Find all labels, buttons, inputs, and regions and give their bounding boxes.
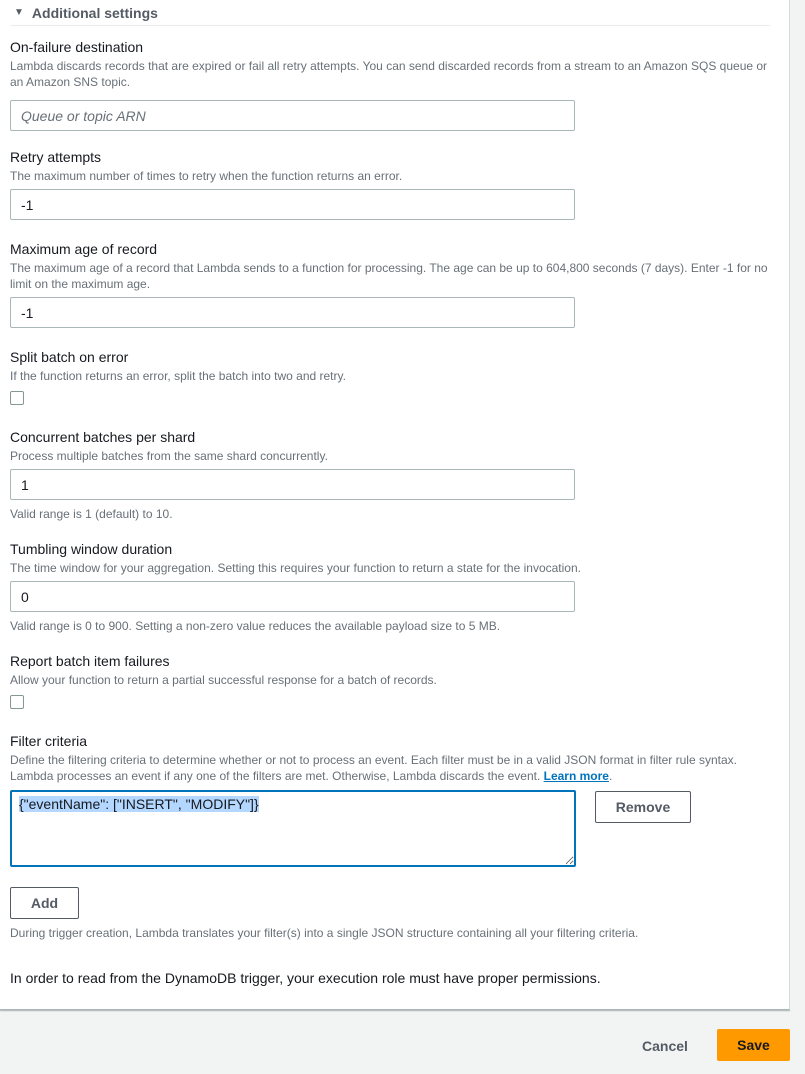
filter-criteria-description-text: Define the filtering criteria to determine whether or not to process an event. Each filter must be in a valid JSON format in filter rule syntax. Lambda processes an event if any one of the filters are met. Otherwise, Lambda discards the event. xyxy=(10,753,737,783)
tumbling-window-field xyxy=(10,540,780,634)
tumbling-window-hint: Valid range is 0 to 900. Setting a non-zero value reduces the available payload size to 5 MB. xyxy=(10,619,501,633)
concurrent-batches-label: Concurrent batches per shard xyxy=(10,429,196,445)
on-failure-description: Lambda discards records that are expired or fail all retry attempts. You can send discarded records from a stream to an Amazon SQS queue or an Amazon SNS topic. xyxy=(10,59,768,89)
concurrent-batches-field xyxy=(10,428,780,522)
cancel-button[interactable]: Cancel xyxy=(630,1030,700,1062)
filter-criteria-label: Filter criteria xyxy=(10,733,88,749)
section-title: Additional settings xyxy=(31,4,158,21)
split-batch-field xyxy=(10,348,780,405)
retry-attempts-description: The maximum number of times to retry when the function returns an error. xyxy=(10,169,403,183)
max-age-label: Maximum age of record xyxy=(10,241,158,257)
retry-attempts-field xyxy=(10,148,780,220)
filter-criteria-hint: During trigger creation, Lambda translates your filter(s) into a single JSON structure containing all your filtering criteria. xyxy=(10,926,639,940)
filter-criteria-field xyxy=(10,732,780,784)
report-failures-description: Allow your function to return a partial successful response for a batch of records. xyxy=(10,673,437,687)
learn-more-link[interactable]: Learn more xyxy=(543,769,609,783)
on-failure-label: On-failure destination xyxy=(10,39,144,55)
report-failures-field xyxy=(10,652,780,709)
split-batch-checkbox[interactable] xyxy=(10,391,24,405)
retry-attempts-input[interactable] xyxy=(10,189,575,220)
max-age-description: The maximum age of a record that Lambda sends to a function for processing. The age can be up to 604,800 seconds (7 days). Enter -1 for no limit on the maximum age. xyxy=(10,261,768,291)
filter-criteria-description-end: . xyxy=(608,769,613,783)
on-failure-destination-input[interactable] xyxy=(10,100,575,131)
filter-pattern-textarea[interactable] xyxy=(10,790,576,867)
concurrent-batches-input[interactable] xyxy=(10,469,575,500)
filter-textarea-wrap xyxy=(10,790,576,867)
concurrent-batches-hint: Valid range is 1 (default) to 10. xyxy=(10,507,173,521)
scrollbar-track[interactable] xyxy=(790,0,805,1010)
max-age-field xyxy=(10,240,780,328)
additional-settings-toggle[interactable] xyxy=(10,0,770,26)
max-age-input[interactable] xyxy=(10,297,575,328)
filter-pattern-selected-text: {"eventName": ["INSERT", "MODIFY"]} xyxy=(19,796,259,812)
save-button[interactable]: Save xyxy=(717,1029,790,1061)
concurrent-batches-description: Process multiple batches from the same shard concurrently. xyxy=(10,449,328,463)
report-failures-checkbox[interactable] xyxy=(10,695,24,709)
filter-criteria-description xyxy=(10,752,775,784)
tumbling-window-label: Tumbling window duration xyxy=(10,541,173,557)
tumbling-window-description: The time window for your aggregation. Setting this requires your function to return a state for the invocation. xyxy=(10,561,581,575)
permissions-note: In order to read from the DynamoDB trigger, your execution role must have proper permissions. xyxy=(10,970,601,986)
on-failure-destination-field xyxy=(10,38,780,131)
split-batch-description: If the function returns an error, split the batch into two and retry. xyxy=(10,369,346,383)
split-batch-label: Split batch on error xyxy=(10,349,129,365)
retry-attempts-label: Retry attempts xyxy=(10,149,102,165)
add-filter-button[interactable]: Add xyxy=(10,887,79,919)
tumbling-window-input[interactable] xyxy=(10,581,575,612)
report-failures-label: Report batch item failures xyxy=(10,653,170,669)
remove-filter-button[interactable]: Remove xyxy=(595,791,691,823)
caret-down-icon: ▼ xyxy=(14,7,24,18)
